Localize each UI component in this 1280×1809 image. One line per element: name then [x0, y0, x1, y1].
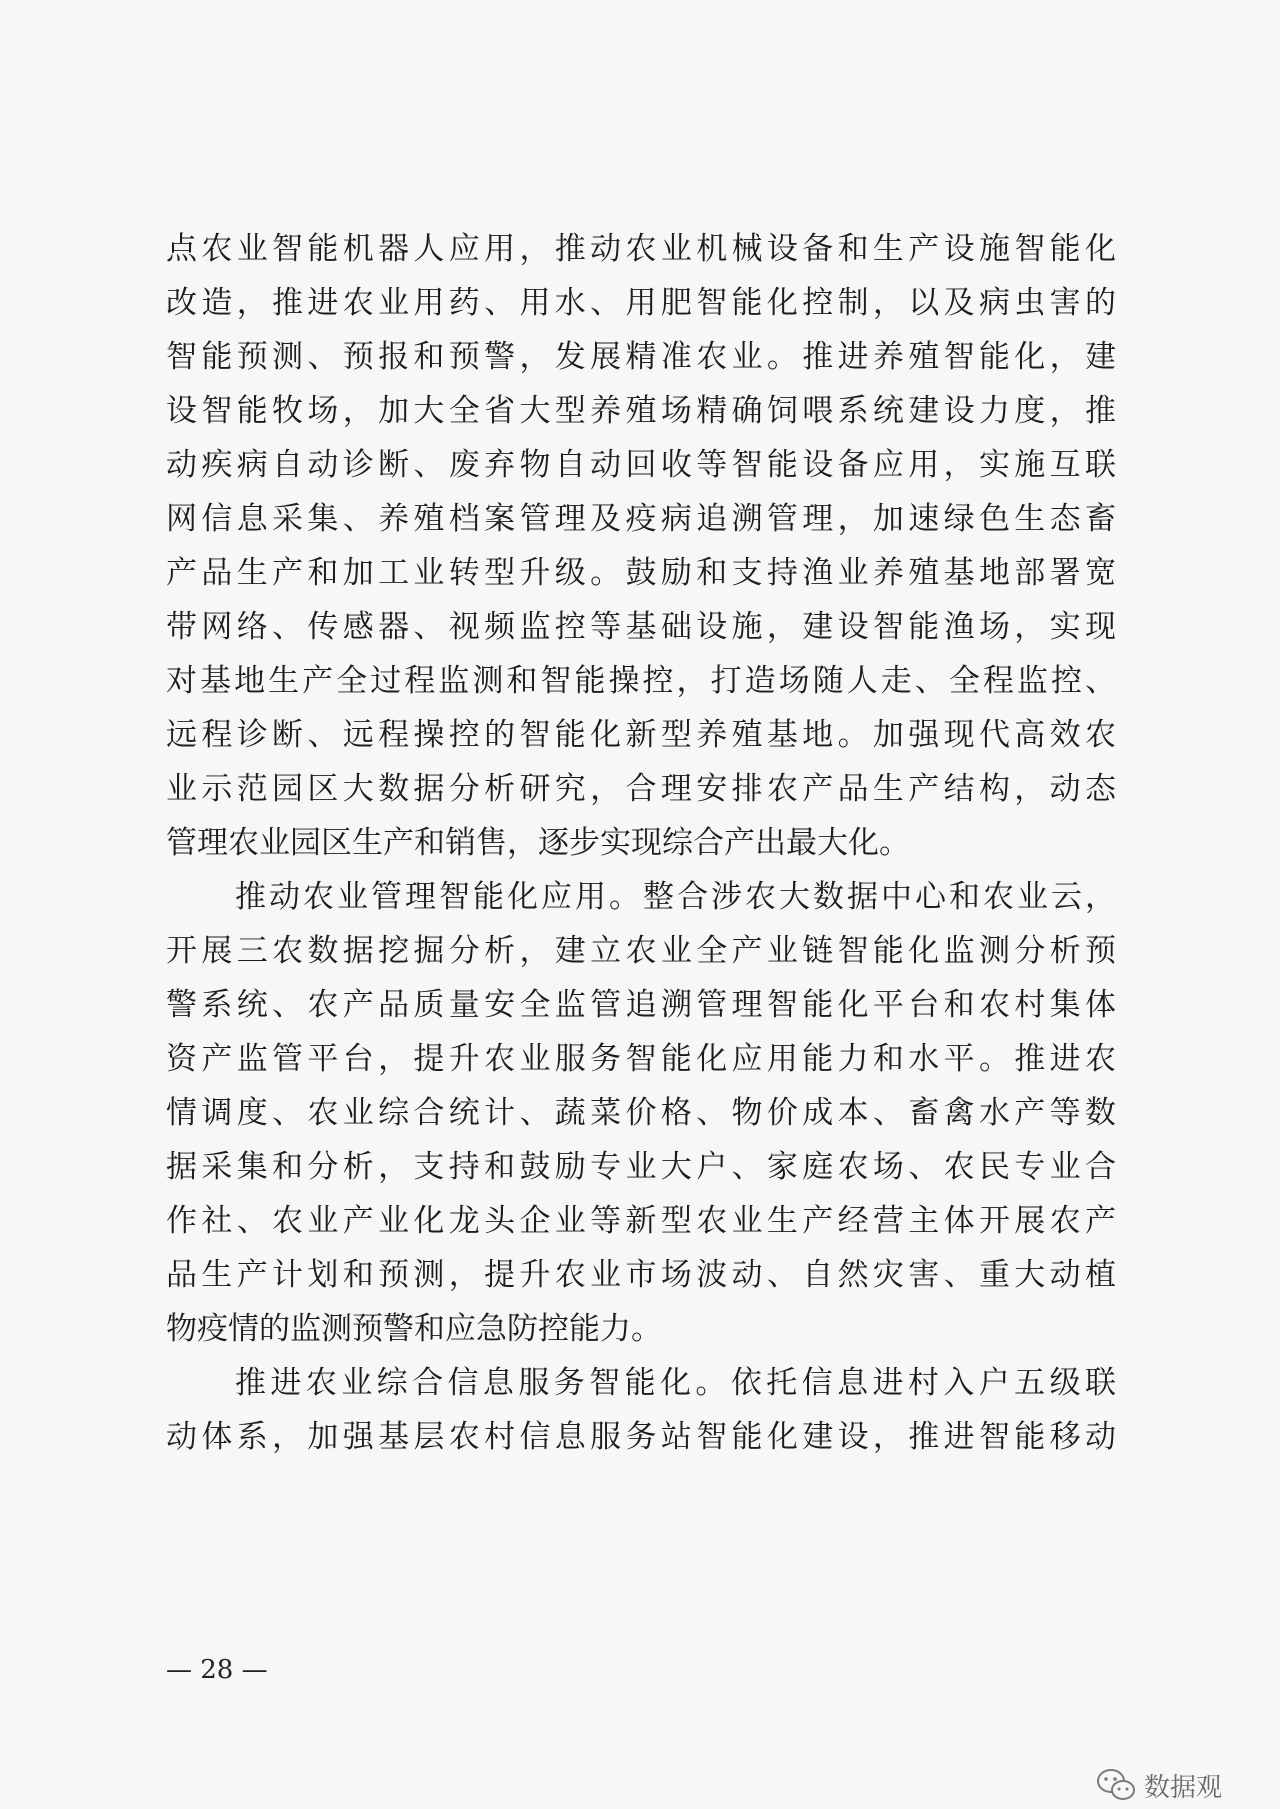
text-line: 物疫情的监测预警和应急防控能力。 [166, 1311, 662, 1347]
text-line: 警系统、农产品质量安全监管追溯管理智能化平台和农村集体 [166, 987, 1116, 1023]
text-line: 业示范园区大数据分析研究，合理安排农产品生产结构，动态 [166, 771, 1116, 807]
text-line: 改造，推进农业用药、用水、用肥智能化控制，以及病虫害的 [166, 285, 1116, 321]
text-line: 带网络、传感器、视频监控等基础设施，建设智能渔场，实现 [166, 609, 1116, 645]
page-number: — 28 — [166, 1655, 268, 1685]
wechat-icon [1096, 1768, 1136, 1802]
text-line: 动疾病自动诊断、废弃物自动回收等智能设备应用，实施互联 [166, 447, 1116, 483]
paragraph-heading-line: 推动农业管理智能化应用。整合涉农大数据中心和农业云， [235, 879, 1116, 915]
text-line: 开展三农数据挖掘分析，建立农业全产业链智能化监测分析预 [166, 933, 1116, 969]
text-line: 管理农业园区生产和销售，逐步实现综合产出最大化。 [166, 825, 910, 861]
text-line: 作社、农业产业化龙头企业等新型农业生产经营主体开展农产 [166, 1203, 1116, 1239]
text-line: 智能预测、预报和预警，发展精准农业。推进养殖智能化，建 [166, 339, 1116, 375]
text-line: 情调度、农业综合统计、蔬菜价格、物价成本、畜禽水产等数 [166, 1095, 1116, 1131]
text-line: 点农业智能机器人应用，推动农业机械设备和生产设施智能化 [166, 231, 1116, 267]
watermark [1096, 1765, 1222, 1805]
text-line: 对基地生产全过程监测和智能操控，打造场随人走、全程监控、 [166, 663, 1116, 699]
text-line: 产品生产和加工业转型升级。鼓励和支持渔业养殖基地部署宽 [166, 555, 1116, 591]
text-line: 动体系，加强基层农村信息服务站智能化建设，推进智能移动 [166, 1419, 1116, 1455]
text-line: 据采集和分析，支持和鼓励专业大户、家庭农场、农民专业合 [166, 1149, 1116, 1185]
paragraph-heading-line: 推进农业综合信息服务智能化。依托信息进村入户五级联 [235, 1365, 1116, 1401]
watermark-text: 数据观 [1144, 1772, 1223, 1803]
text-line: 远程诊断、远程操控的智能化新型养殖基地。加强现代高效农 [166, 717, 1116, 753]
text-line: 设智能牧场，加大全省大型养殖场精确饲喂系统建设力度，推 [166, 393, 1116, 429]
text-line: 网信息采集、养殖档案管理及疫病追溯管理，加速绿色生态畜 [166, 501, 1116, 537]
text-line: 资产监管平台，提升农业服务智能化应用能力和水平。推进农 [166, 1041, 1116, 1077]
text-line: 品生产计划和预测，提升农业市场波动、自然灾害、重大动植 [166, 1257, 1116, 1293]
